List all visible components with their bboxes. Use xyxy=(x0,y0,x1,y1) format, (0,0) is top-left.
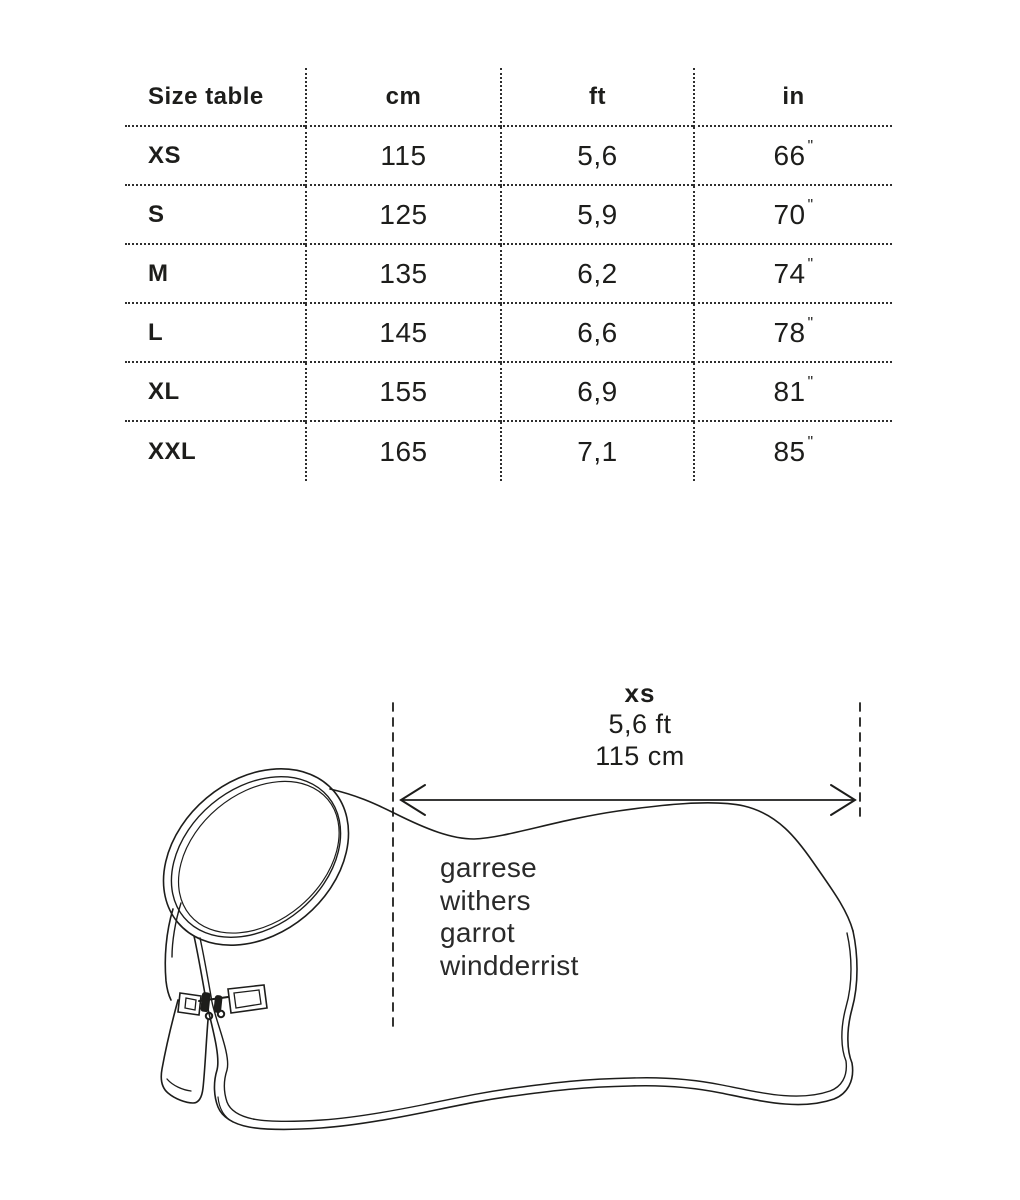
size-table-title: Size table xyxy=(125,68,305,127)
ft-cell: 6,9 xyxy=(500,363,693,422)
withers-label: withers xyxy=(440,884,531,916)
right-strap xyxy=(228,985,267,1013)
withers-label: windderrist xyxy=(440,949,579,981)
ft-cell: 6,6 xyxy=(500,304,693,363)
in-cell: 78 " xyxy=(693,304,892,363)
chest-flap xyxy=(161,1000,208,1103)
back-outline xyxy=(330,789,853,931)
cm-cell: 125 xyxy=(305,186,500,245)
cm-cell: 165 xyxy=(305,422,500,481)
ft-cell: 7,1 xyxy=(500,422,693,481)
inch-mark: " xyxy=(807,138,814,156)
column-header-in: in xyxy=(693,68,892,127)
measurement-cm-label: 115 cm xyxy=(595,741,685,771)
inch-mark: " xyxy=(807,434,814,452)
size-cell: XL xyxy=(125,363,305,422)
ft-cell: 6,2 xyxy=(500,245,693,304)
left-strap xyxy=(178,993,201,1015)
measurement-ft-label: 5,6 ft xyxy=(608,709,672,739)
buckle-clasp xyxy=(214,996,222,1013)
size-cell: L xyxy=(125,304,305,363)
size-cell: S xyxy=(125,186,305,245)
cm-cell: 155 xyxy=(305,363,500,422)
withers-label: garrot xyxy=(440,917,515,948)
in-cell: 70 " xyxy=(693,186,892,245)
inch-mark: " xyxy=(807,315,814,333)
withers-labels xyxy=(440,852,579,982)
right-strap-fold xyxy=(234,990,261,1008)
withers-label: garrese xyxy=(440,852,538,883)
front-buckles xyxy=(178,985,267,1019)
buckle-ring xyxy=(218,1011,224,1017)
column-header-cm: cm xyxy=(305,68,500,127)
in-cell: 74 " xyxy=(693,245,892,304)
width-measurement-arrow xyxy=(401,785,855,815)
left-strap-fold xyxy=(185,998,196,1010)
column-header-ft: ft xyxy=(500,68,693,127)
inch-mark: " xyxy=(807,256,814,274)
cm-cell: 145 xyxy=(305,304,500,363)
ft-cell: 5,9 xyxy=(500,186,693,245)
measurement-labels xyxy=(500,678,780,772)
size-cell: M xyxy=(125,245,305,304)
in-cell: 81 " xyxy=(693,363,892,422)
buckle-clasp xyxy=(201,993,210,1012)
in-cell: 85 " xyxy=(693,422,892,481)
cm-cell: 115 xyxy=(305,127,500,186)
ft-cell: 5,6 xyxy=(500,127,693,186)
inch-mark: " xyxy=(807,197,814,215)
size-cell: XXL xyxy=(148,437,197,465)
inch-mark: " xyxy=(807,374,814,392)
size-table xyxy=(125,68,892,481)
cm-cell: 135 xyxy=(305,245,500,304)
measurement-size-label: xs xyxy=(624,678,656,708)
in-cell: 66 " xyxy=(693,127,892,186)
size-cell: XS xyxy=(125,127,305,186)
